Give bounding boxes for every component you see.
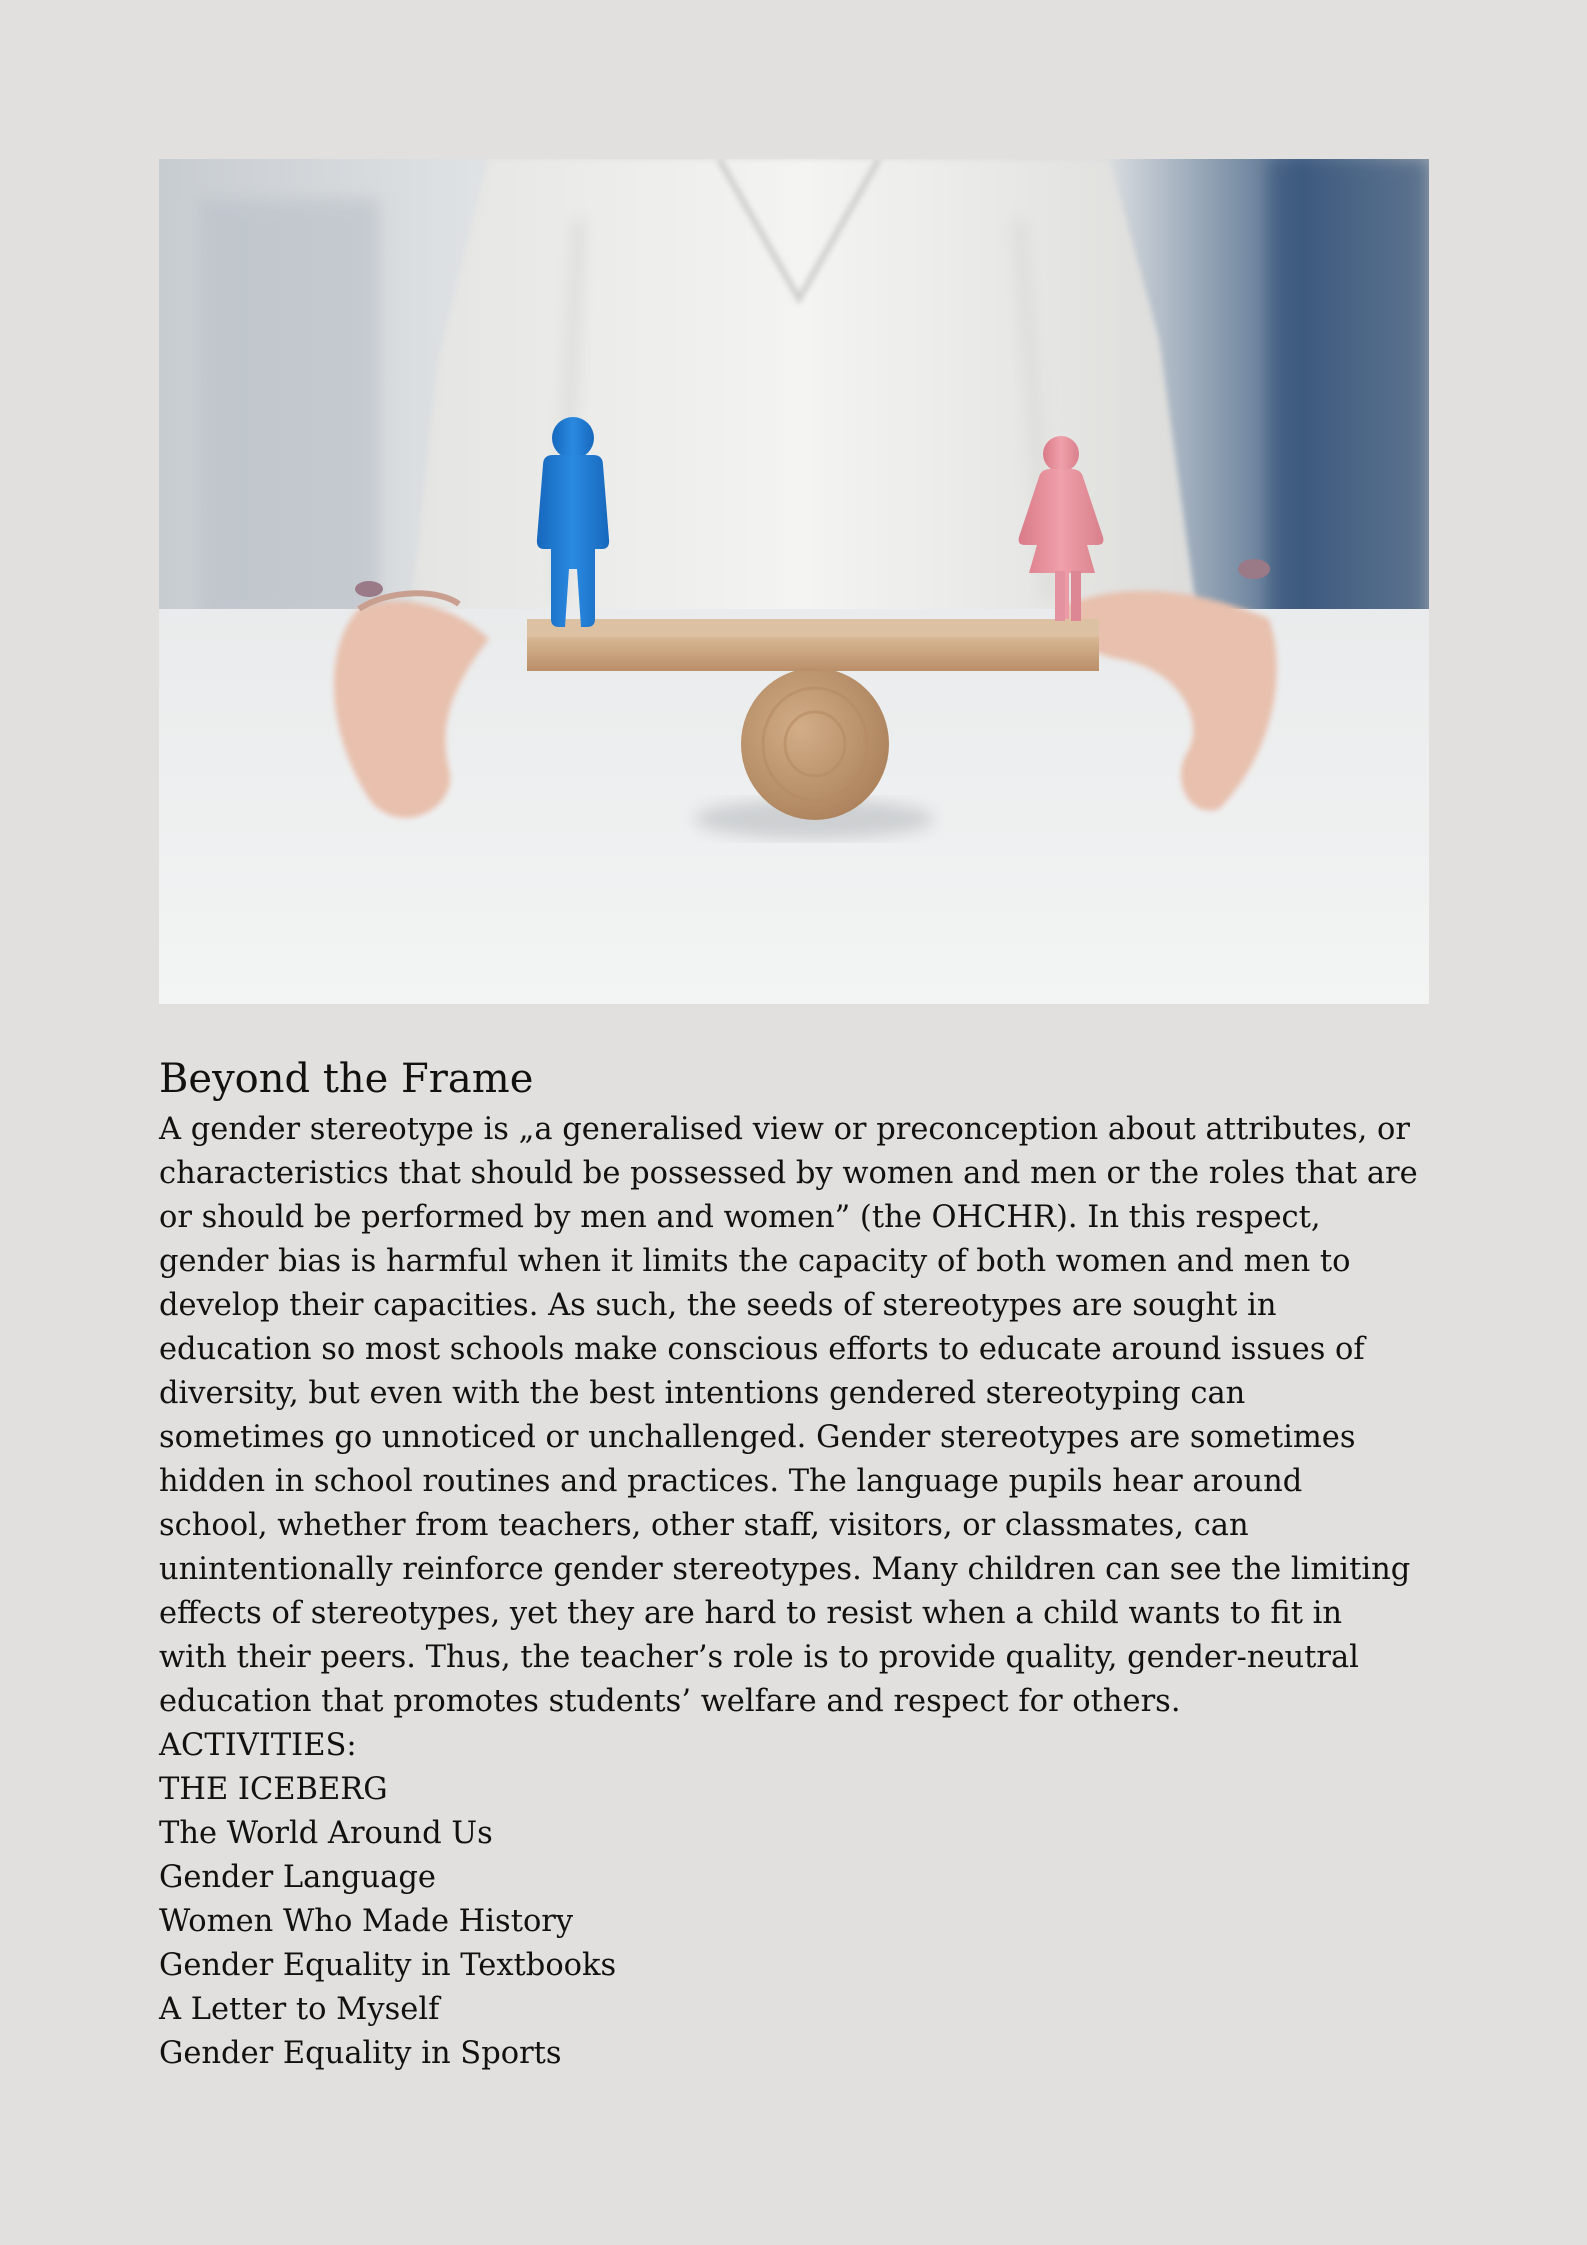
activity-item: THE ICEBERG — [159, 1772, 388, 1807]
activity-item: Gender Equality in Textbooks — [159, 1948, 617, 1983]
page-title: Beyond the Frame — [159, 1056, 534, 1102]
activity-item: The World Around Us — [159, 1816, 493, 1851]
activities-list — [159, 1768, 1429, 2076]
activity-item: Women Who Made History — [159, 1904, 574, 1939]
activity-item: Gender Equality in Sports — [159, 2036, 562, 2071]
article — [159, 1050, 1429, 2076]
activities-heading: ACTIVITIES: — [159, 1728, 357, 1763]
hero-photo — [159, 159, 1429, 1004]
body-paragraph: A gender stereotype is „a generalised view or preconception about attributes, or characteristics that should be possessed by women and men or the roles that are or should be performed by men and women” (the OHCHR). In this respect, gender bias is harmful when it limits the capacity of both women and men to develop their capacities. As such, the seeds of stereotypes are sought in education so most schools make conscious efforts to educate around issues of diversity, but even with the best intentions gendered stereotyping can sometimes go unnoticed or unchallenged. Gender stereotypes are sometimes hidden in school routines and practices. The language pupils hear around school, whether from teachers, other staff, visitors, or classmates, can unintentionally reinforce gender stereotypes. Many children can see the limiting effects of stereotypes, yet they are hard to resist when a child wants to fit in with their peers. Thus, the teacher’s role is to provide quality, gender-neutral education that promotes students’ welfare and respect for others. — [159, 1112, 1418, 1719]
seesaw-illustration — [159, 159, 1429, 1004]
activity-item: Gender Language — [159, 1860, 436, 1895]
activity-item: A Letter to Myself — [159, 1992, 440, 2027]
